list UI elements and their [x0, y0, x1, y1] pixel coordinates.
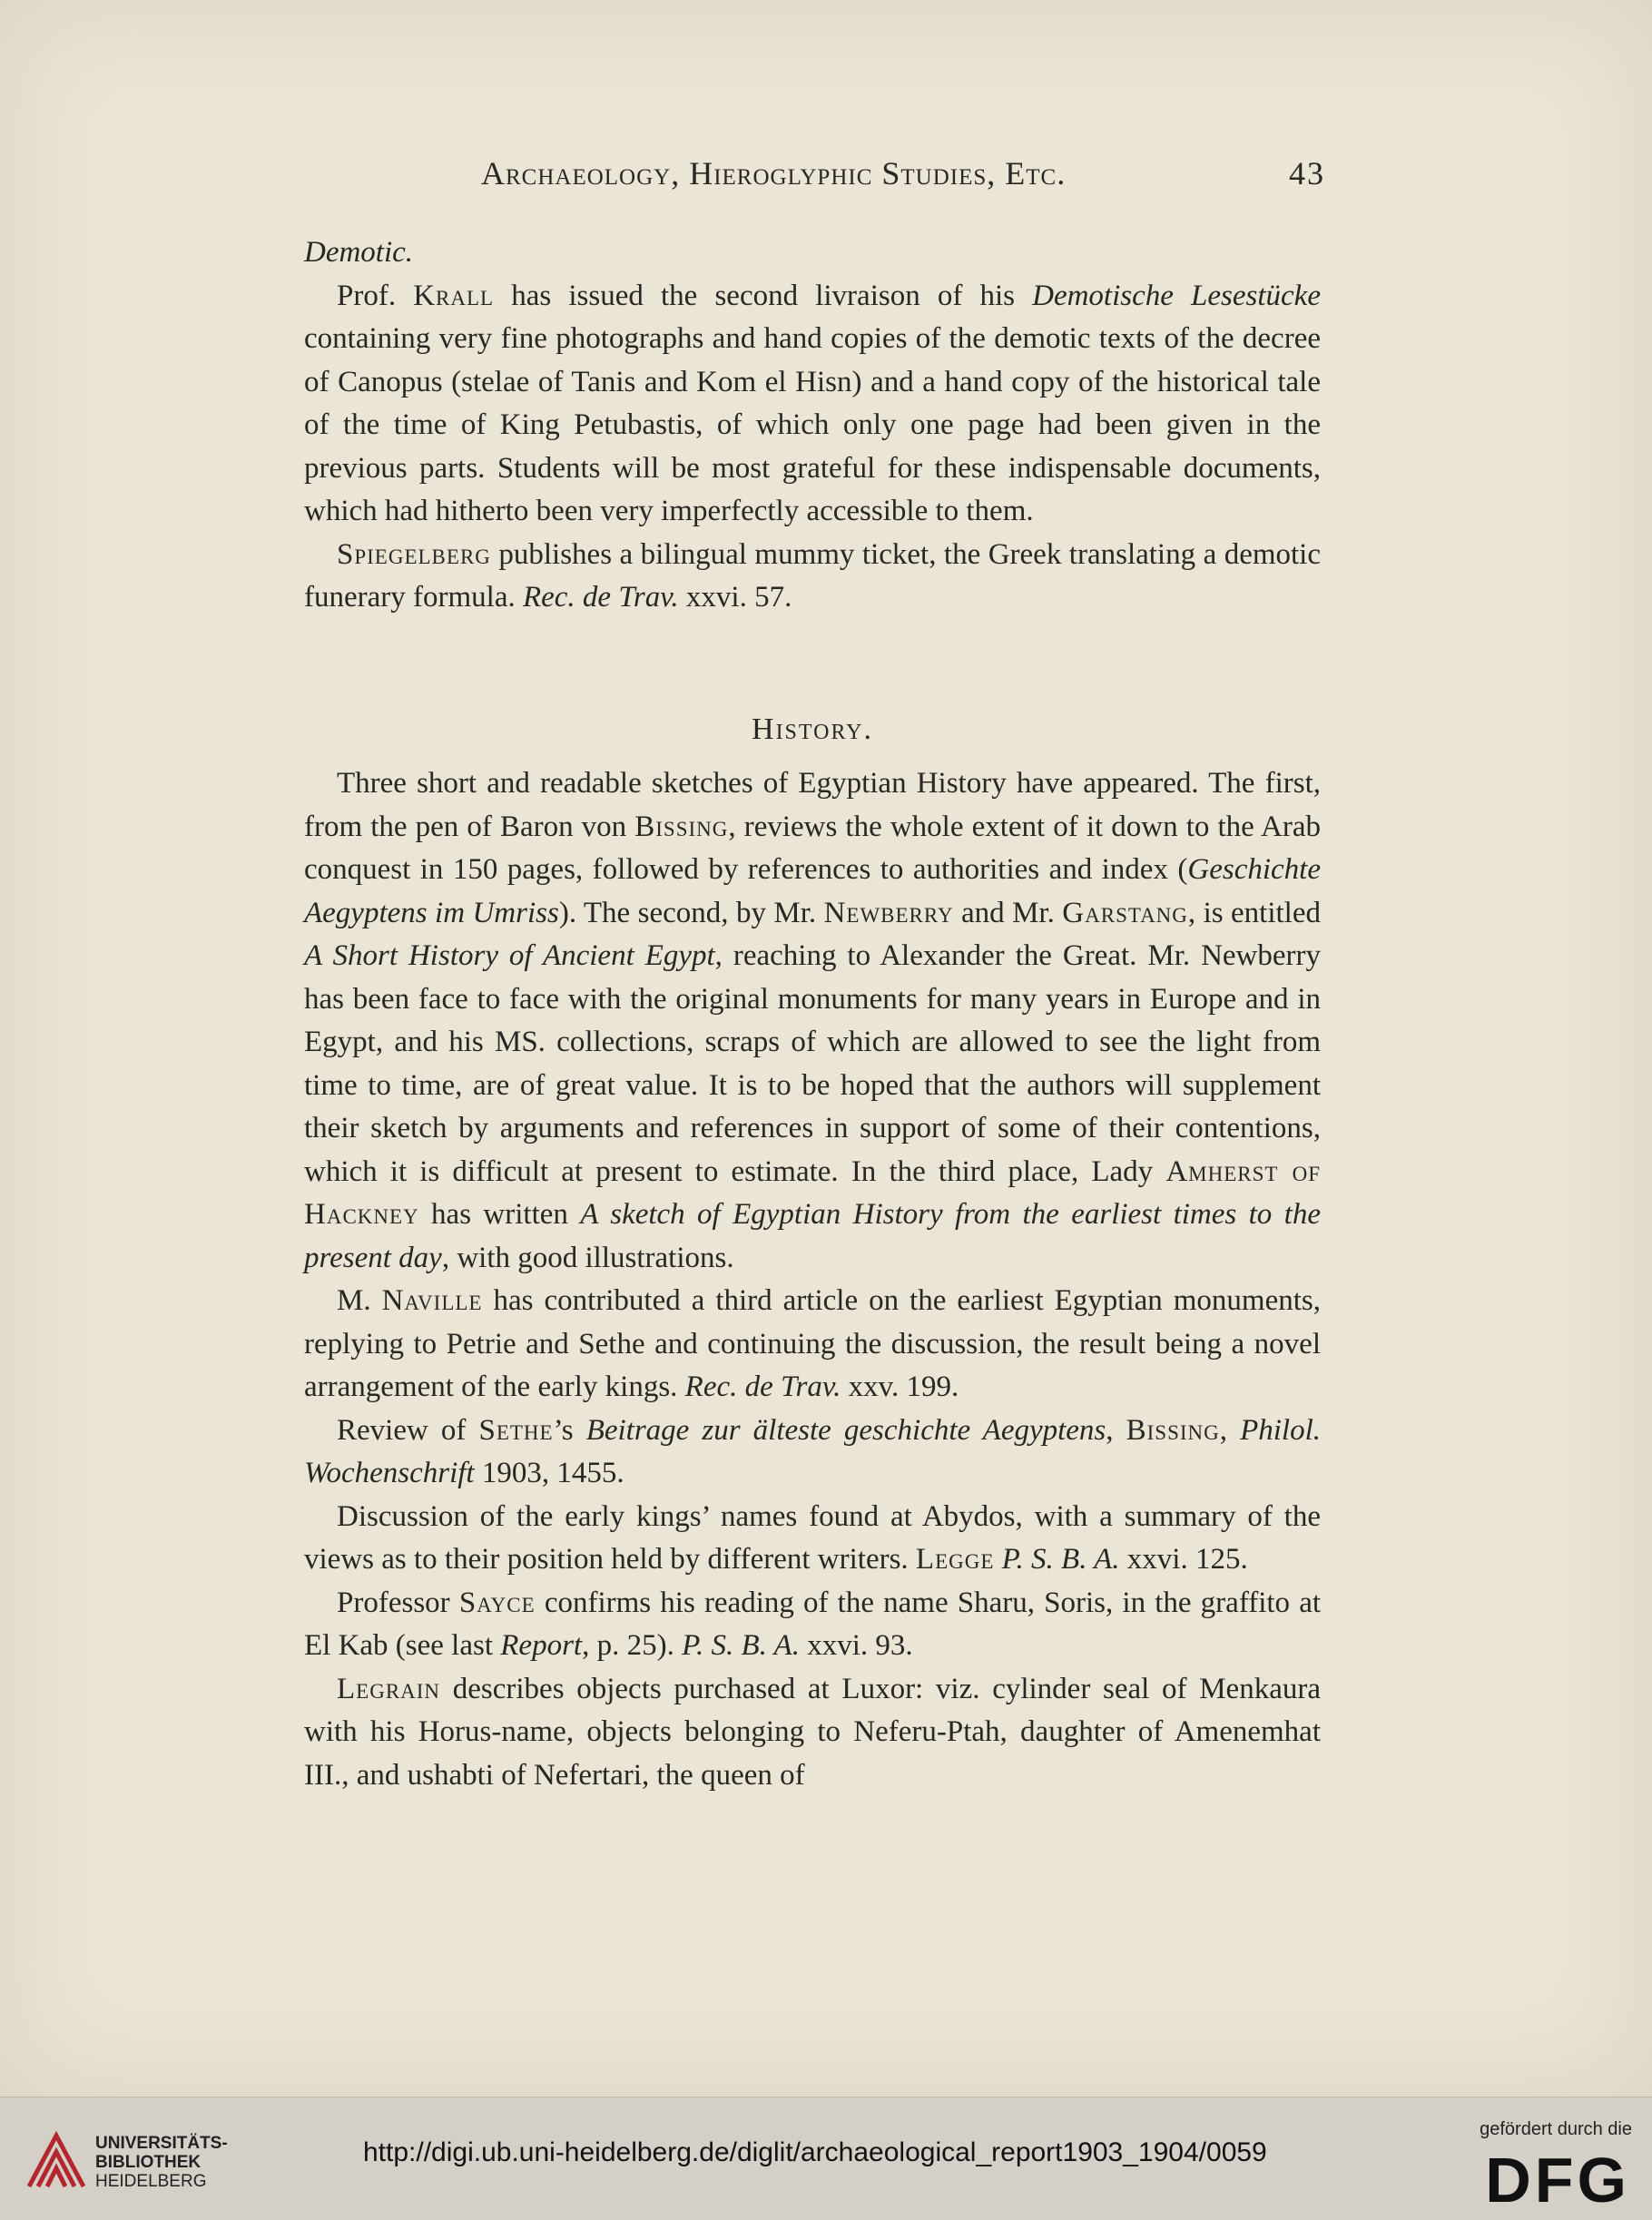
text-run: M.: [337, 1284, 382, 1317]
text-run: , reaching to Alexander the Great. Mr. Newberry has been face to face with the original monuments for many years in Europe and in Egypt, and his MS. collections, scraps of which are allowed to see the light from time to time, are of great value. It is to be hoped that the authors will supplement their sketch by arguments and references in support of some of their contentions, which it is difficult at present to estimate. In the third place, Lady: [304, 939, 1322, 1188]
paragraph-legge: [304, 1496, 1321, 1582]
text-run: xxvi. 93.: [799, 1629, 913, 1662]
italic-citation: Rec. de Trav.: [522, 581, 679, 614]
text-run: ). The second, by Mr.: [558, 896, 824, 929]
text-run: Prof.: [337, 279, 414, 312]
italic-citation: P. S. B. A.: [1001, 1543, 1120, 1576]
text-run: 1903, 1455.: [474, 1457, 624, 1489]
paragraph-legrain: [304, 1668, 1321, 1798]
text-run: publishes a bilingual mummy ticket, the Greek translating a demotic funerary formula.: [304, 537, 1321, 614]
paragraph-spiegelberg: [304, 534, 1321, 620]
text-run: ,: [1106, 1413, 1126, 1447]
author-name: Newberry: [823, 896, 954, 929]
dfg-logo: DFG: [1485, 2145, 1630, 2215]
text-run: has contributed a third article on the earliest Egyptian monuments, replying to Petrie and Sethe and continuing the discussion, the result being a novel arrangement of the early kings.: [304, 1284, 1321, 1403]
paragraph-naville: [304, 1280, 1321, 1410]
page-number: 43: [1289, 155, 1325, 192]
university-library-logo-icon: [20, 2125, 91, 2195]
text-run: xxvi. 57.: [678, 581, 792, 614]
author-name: Bissing: [1126, 1413, 1220, 1447]
text-run: ,: [1219, 1413, 1241, 1447]
text-run: , reviews the whole extent of it down to the Arab conquest in 150 pages, followed by references to authorities and index (: [304, 810, 1321, 886]
author-name: Legge: [915, 1543, 995, 1576]
author-name: Garstang: [1062, 896, 1188, 929]
italic-citation: Rec. de Trav.: [684, 1370, 841, 1403]
paragraph-krall: [304, 275, 1321, 534]
history-heading: History.: [752, 712, 873, 746]
text-run: ’s: [553, 1413, 586, 1447]
permalink-url[interactable]: http://digi.ub.uni-heidelberg.de/diglit/archaeological_report1903_1904/0059: [363, 2137, 1267, 2167]
italic-citation: Geschichte Aegyptens im Umriss: [304, 853, 1321, 929]
text-run: xxvi. 125.: [1119, 1543, 1248, 1576]
text-run: , p. 25).: [582, 1629, 683, 1662]
paragraph-history-sketches: [304, 762, 1321, 1280]
history-section: [304, 762, 1321, 1797]
running-title: Archaeology, Hieroglyphic Studies, Etc.: [481, 155, 1067, 192]
library-name: UNIVERSITÄTS- BIBLIOTHEK HEIDELBERG: [95, 2134, 228, 2191]
italic-citation: P. S. B. A.: [682, 1629, 800, 1662]
text-run: has issued the second livraison of his: [494, 279, 1033, 312]
italic-citation: Report: [500, 1629, 583, 1662]
author-name: Naville: [381, 1284, 483, 1317]
text-run: Professor: [337, 1586, 459, 1619]
demotic-section: [304, 231, 1321, 620]
italic-citation: Demotische Lesestücke: [1032, 279, 1321, 312]
running-header: [427, 154, 1334, 200]
text-run: Review of: [337, 1413, 479, 1447]
author-name: Sayce: [458, 1586, 536, 1619]
text-run: confirms his reading of the name Sharu, Soris, in the graffito at El Kab (see last: [304, 1586, 1322, 1662]
author-name: Bissing: [634, 810, 729, 843]
author-name: Sethe: [478, 1413, 554, 1447]
text-run: xxv. 199.: [841, 1370, 959, 1403]
italic-citation: A sketch of Egyptian History from the earliest times to the present day: [304, 1198, 1321, 1274]
text-run: containing very fine photographs and hand copies of the demotic texts of the decree of Canopus (stelae of Tanis and Kom el Hisn) and a hand copy of the historical tale of the time of King Petubastis, of which only one page had been given in the previous parts. Students will be most grateful for these indispensable documents, which had hitherto been very imperfectly accessible to them.: [304, 322, 1321, 527]
italic-citation: Philol. Wochenschrift: [304, 1413, 1322, 1489]
text-run: describes objects purchased at Luxor: viz. cylinder seal of Menkaura with his Horus-name, objects belonging to Neferu-Ptah, daughter of Amenemhat III., and ushabti of Nefertari, the queen of: [304, 1672, 1321, 1792]
italic-citation: Beitrage zur älteste geschichte Aegyptens: [585, 1413, 1106, 1447]
paragraph-sayce: [304, 1582, 1321, 1668]
text-run: has written: [418, 1198, 581, 1231]
text-run: Discussion of the early kings’ names found at Abydos, with a summary of the views as to their position held by different writers.: [304, 1499, 1321, 1576]
author-name: Legrain: [337, 1672, 441, 1705]
italic-citation: A Short History of Ancient Egypt: [304, 939, 715, 972]
text-run: Three short and readable sketches of Egyptian History have appeared. The first, from the pen of Baron von: [304, 767, 1321, 843]
text-run: , is entitled: [1187, 896, 1321, 929]
paragraph-sethe-review: [304, 1410, 1321, 1496]
author-name: Spiegelberg: [337, 537, 491, 571]
text-run: [994, 1543, 1001, 1576]
text-run: , with good illustrations.: [441, 1241, 734, 1274]
section-label: Demotic.: [304, 236, 414, 269]
author-name: Krall: [413, 279, 495, 312]
viewer-footer: [0, 2097, 1652, 2220]
funder-label: gefördert durch die: [1480, 2119, 1632, 2139]
text-run: and Mr.: [953, 896, 1063, 929]
author-name: Amherst of Hackney: [304, 1154, 1321, 1231]
